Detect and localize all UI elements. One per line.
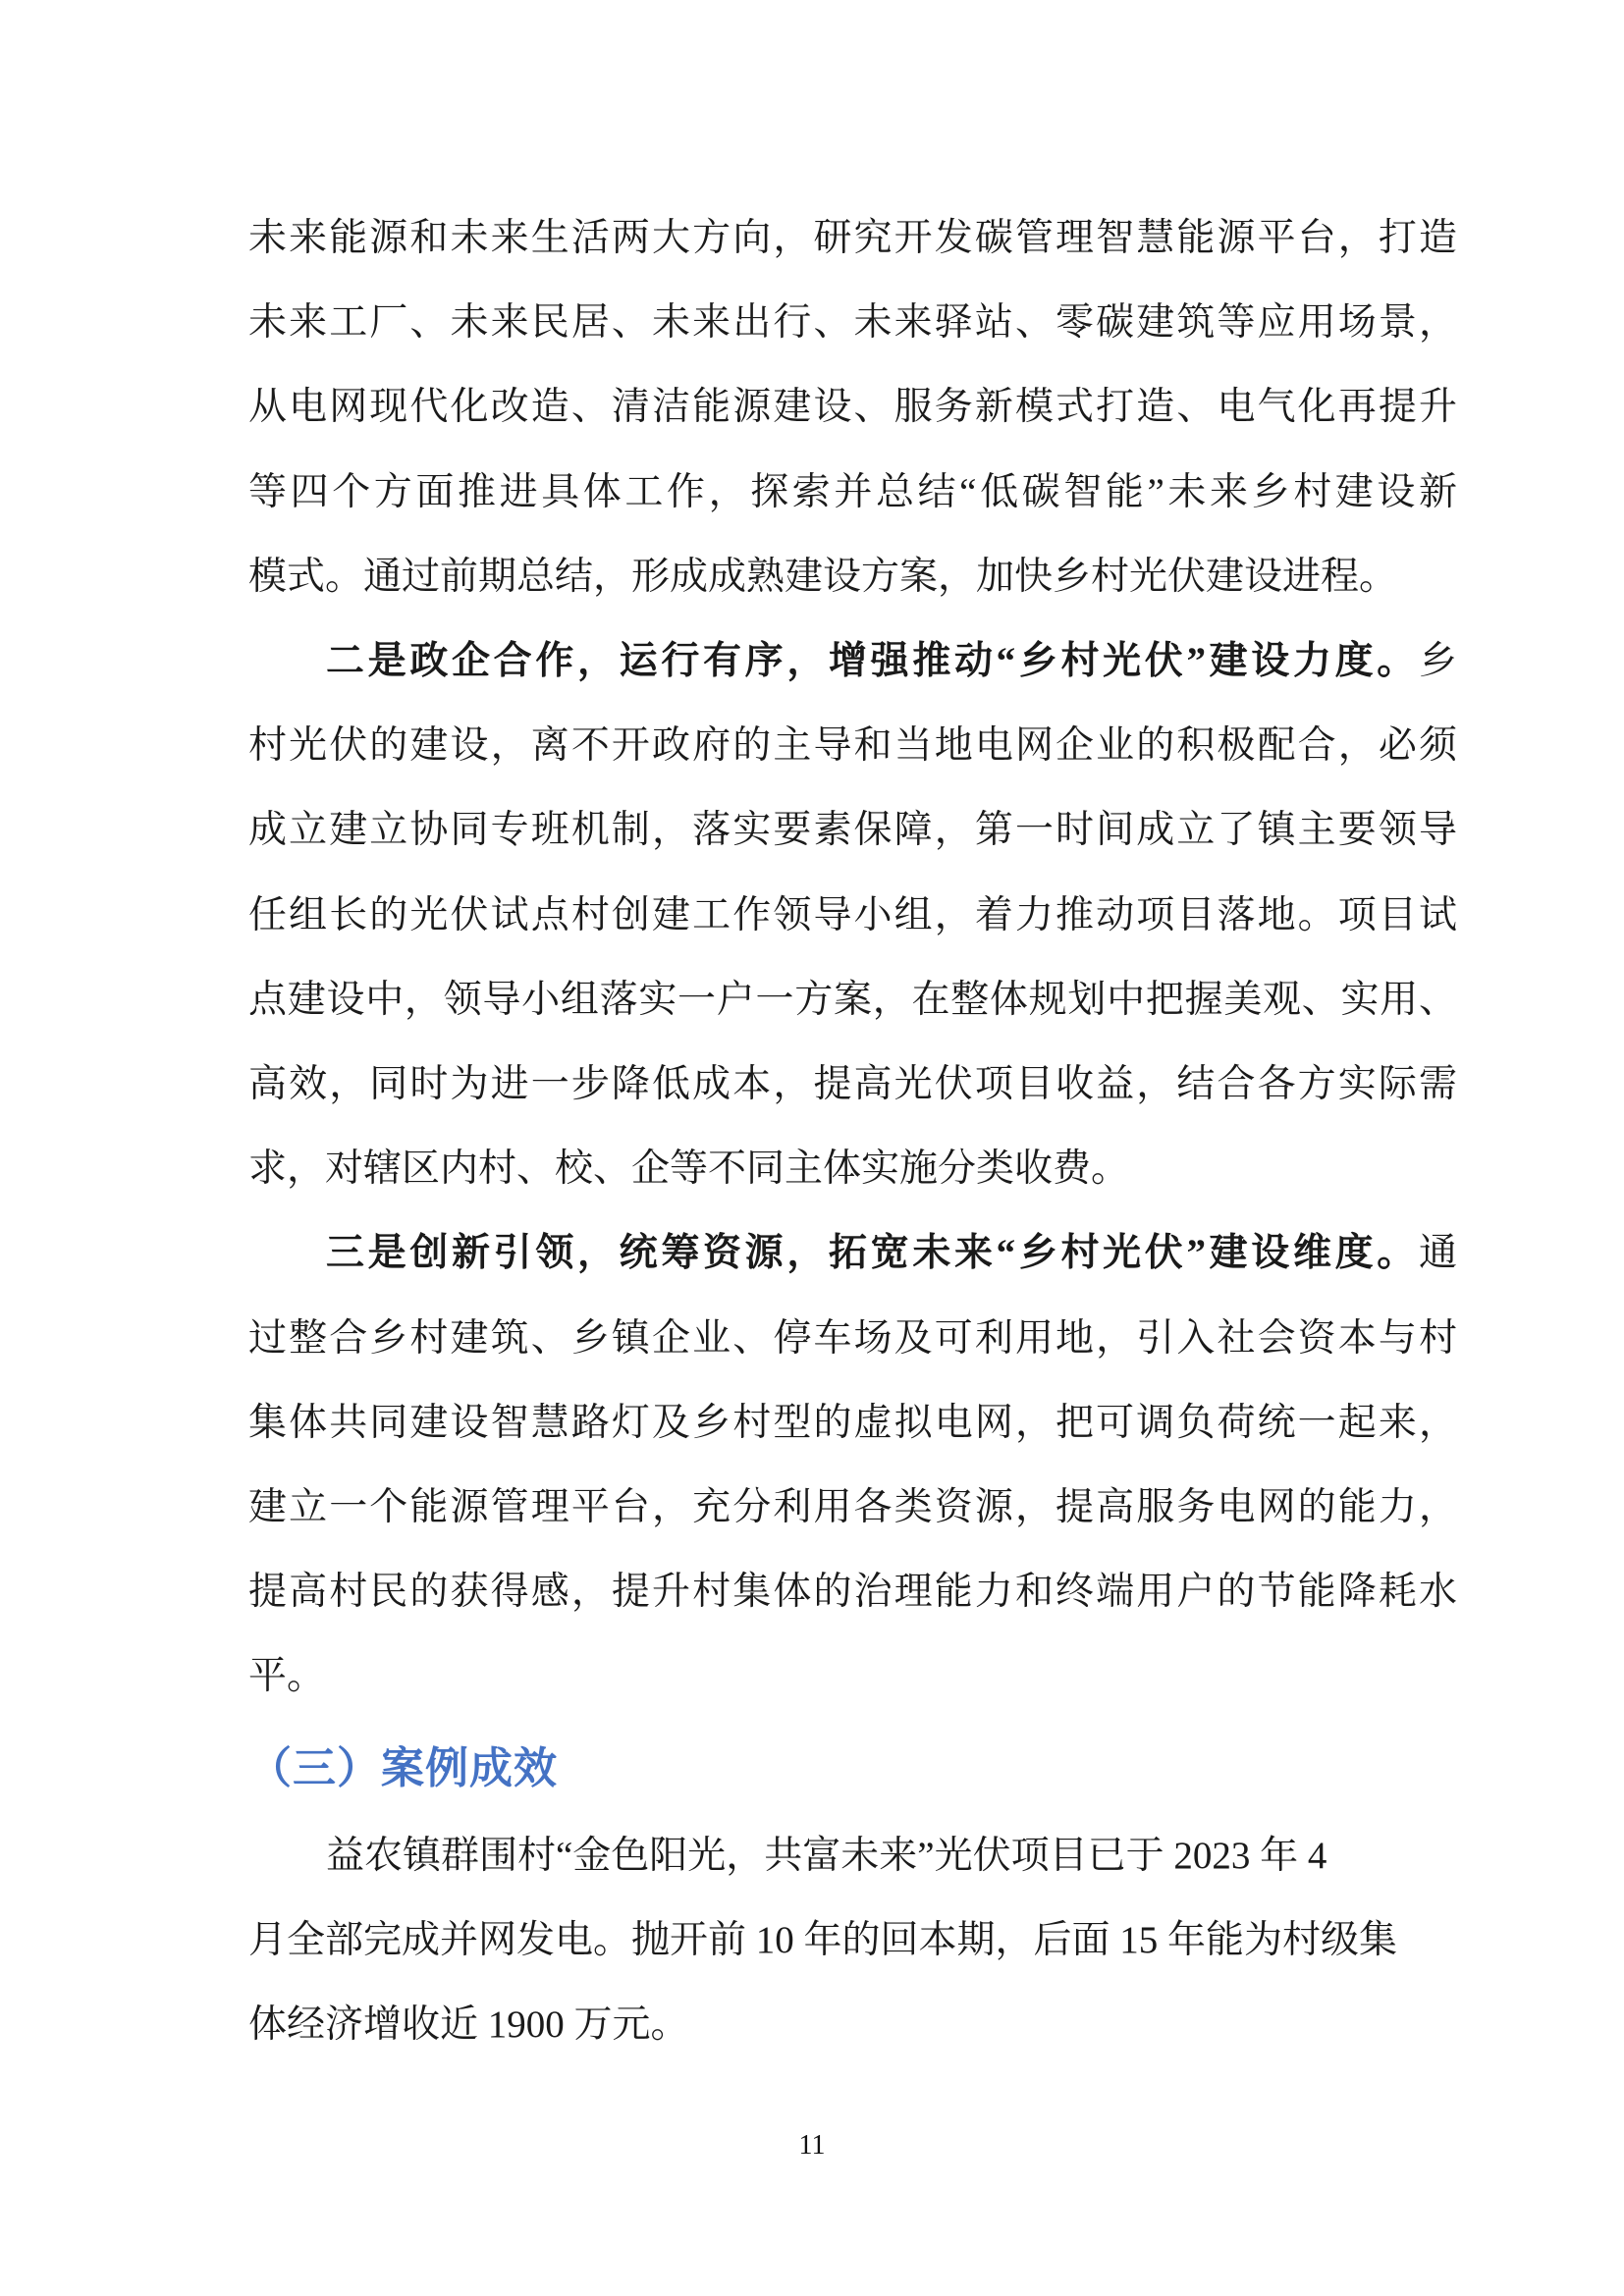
text-line: 等四个方面推进具体工作，探索并总结“低碳智能”未来乡村建设新 [248,470,1457,513]
text-line: 月全部完成并网发电。抛开前 10 年的回本期，后面 15 年能为村级集 [248,1918,1398,1961]
paragraph-third-point [248,1211,1457,1719]
text-line: 从电网现代化改造、清洁能源建设、服务新模式打造、电气化再提升 [248,386,1457,429]
text-line: 村光伏的建设，离不开政府的主导和当地电网企业的积极配合，必须 [248,724,1457,768]
text-line: 体经济增收近 1900 万元。 [248,2003,689,2047]
text-line: 提高村民的获得感，提升村集体的治理能力和终端用户的节能降耗水 [248,1571,1457,1614]
text-line: 高效，同时为进一步降低成本，提高光伏项目收益，结合各方实际需 [248,1063,1457,1106]
bold-lead-text: 二是政企合作，运行有序，增强推动“乡村光伏”建设力度。 [326,640,1419,683]
text-line: 过整合乡村建筑、乡镇企业、停车场及可利用地，引入社会资本与村 [248,1316,1457,1360]
page-number: 11 [798,2130,826,2161]
text-line: 任组长的光伏试点村创建工作领导小组，着力推动项目落地。项目试 [248,893,1457,936]
section-heading: （三）案例成效 [248,1743,558,1792]
bold-lead-text: 三是创新引领，统筹资源，拓宽未来“乡村光伏”建设维度。 [326,1232,1419,1275]
text-line: 求，对辖区内村、校、企等不同主体实施分类收费。 [248,1148,1130,1191]
text-line [248,1211,1457,1296]
text-line: 平。 [248,1655,326,1698]
text-line [248,619,1457,704]
text-line: 集体共同建设智慧路灯及乡村型的虚拟电网，把可调负荷统一起来， [248,1401,1457,1444]
paragraph-second-point [248,619,1457,1211]
body-text: 乡 [1418,640,1457,683]
paragraph-continued [248,196,1457,619]
text-line: 未来能源和未来生活两大方向，研究开发碳管理智慧能源平台，打造 [248,217,1457,259]
text-line: 益农镇群围村“金色阳光，共富未来”光伏项目已于 2023 年 4 [326,1834,1327,1877]
text-line: 成立建立协同专班机制，落实要素保障，第一时间成立了镇主要领导 [248,809,1457,852]
text-line: 未来工厂、未来民居、未来出行、未来驿站、零碳建筑等应用场景， [248,301,1457,345]
text-line: 模式。通过前期总结，形成成熟建设方案，加快乡村光伏建设进程。 [248,555,1398,598]
text-line: 建立一个能源管理平台，充分利用各类资源，提高服务电网的能力， [248,1486,1457,1529]
text-line: 点建设中，领导小组落实一户一方案，在整体规划中把握美观、实用、 [248,978,1457,1021]
body-text: 通 [1418,1232,1457,1275]
paragraph-case-results [248,1814,1457,2068]
